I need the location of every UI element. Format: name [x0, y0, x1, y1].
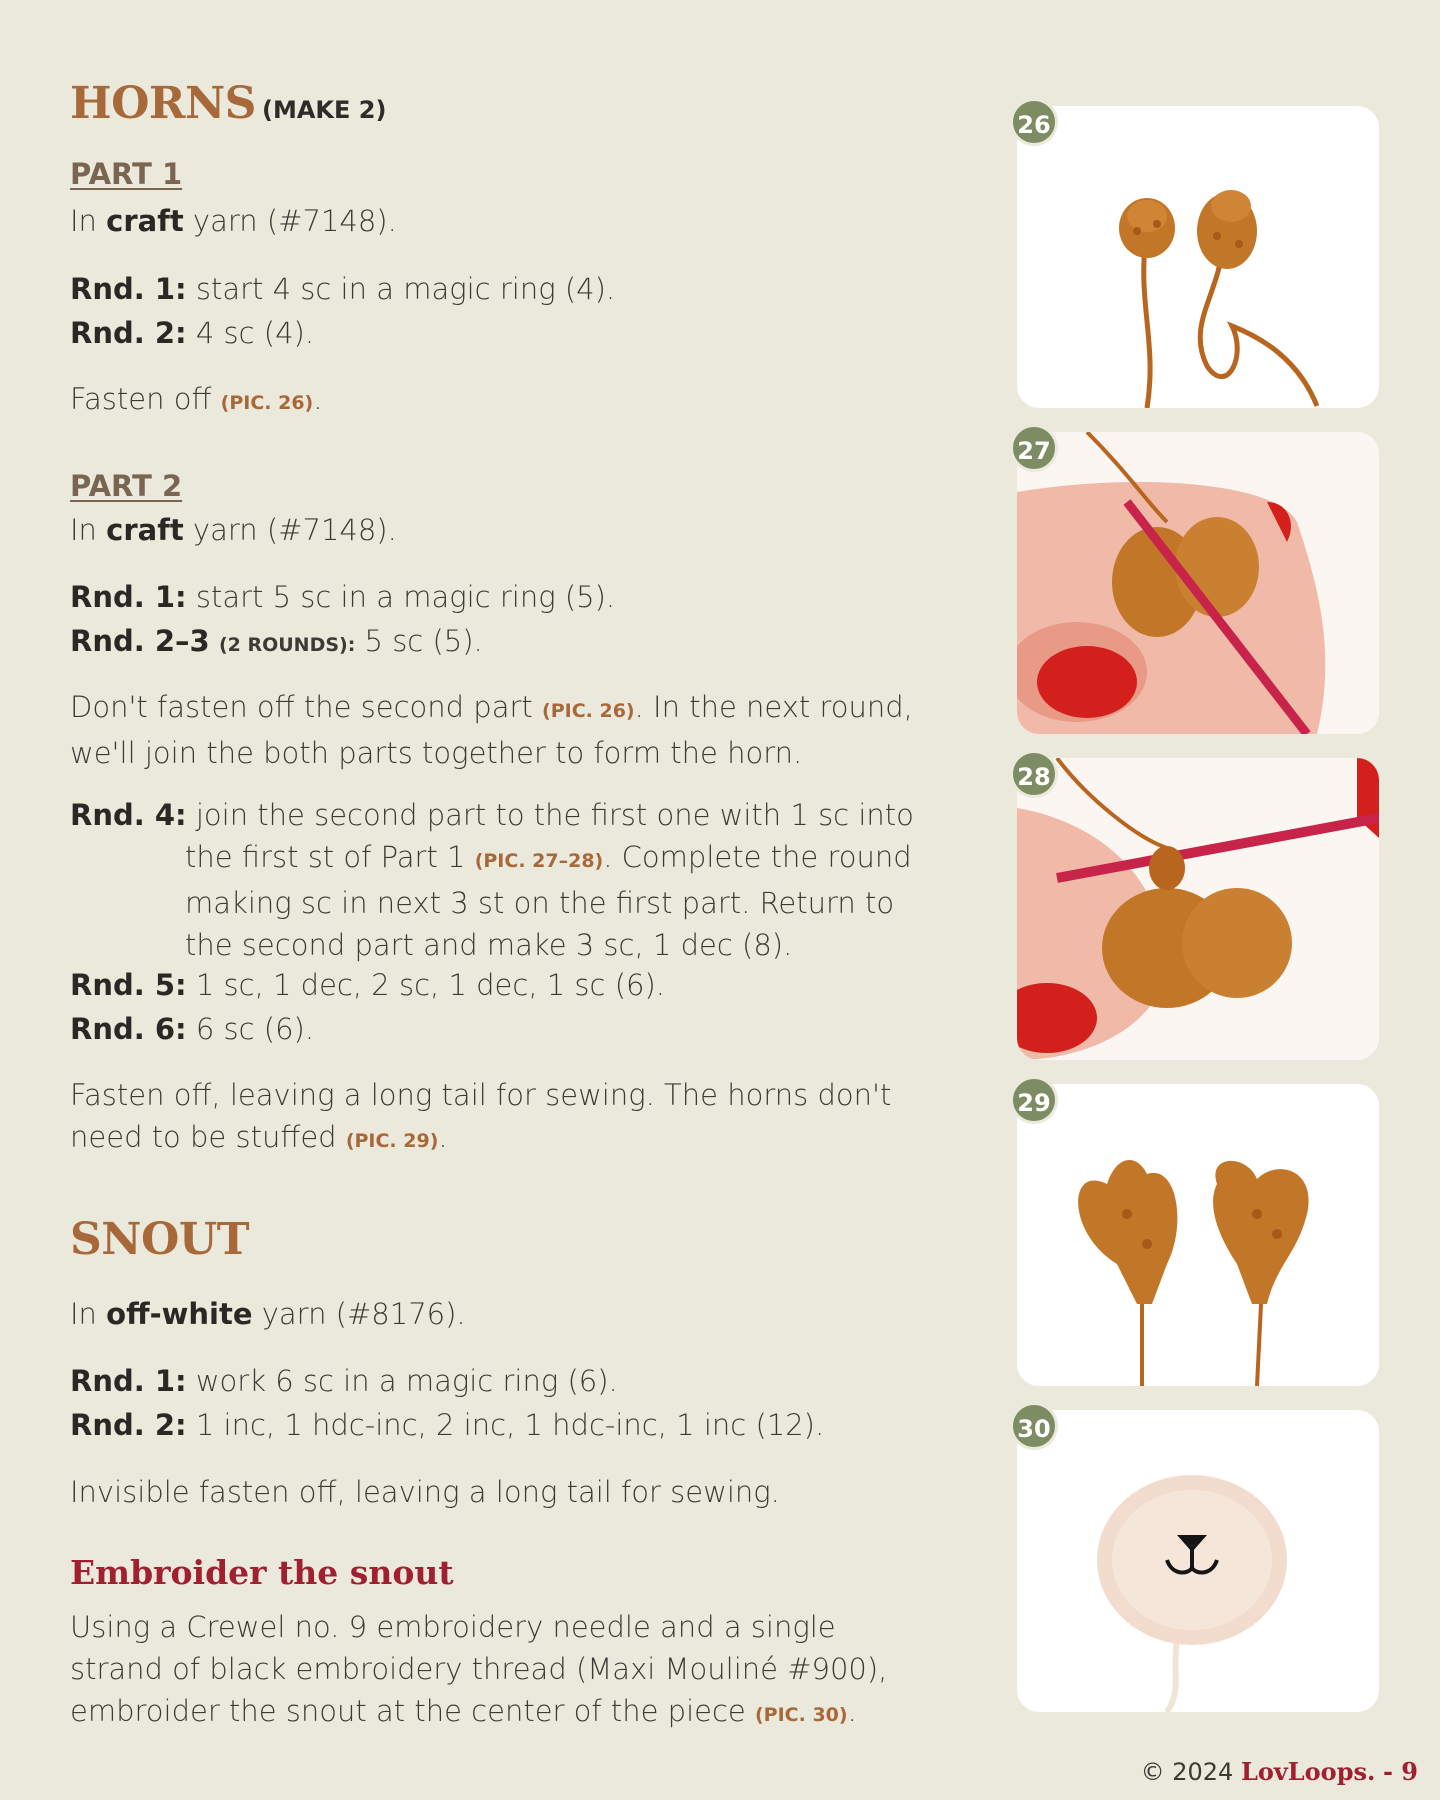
- snout-rnd1: Rnd. 1: work 6 sc in a magic ring (6).: [70, 1364, 618, 1398]
- snout-fasten: Invisible fasten off, leaving a long tail for sewing.: [70, 1475, 780, 1509]
- part1-fasten: Fasten off (PIC. 26).: [70, 382, 323, 416]
- part2-rnd6: Rnd. 6: 6 sc (6).: [70, 1012, 315, 1046]
- photo-26: [1017, 106, 1379, 408]
- embroider-text: Using a Crewel no. 9 embroidery needle and a single strand of black embroidery thread (Maxi Mouliné #900), embroider the snout at the center of the piece (PIC. 30).: [70, 1610, 888, 1728]
- photo-badge-28: 28: [1010, 750, 1058, 798]
- page-footer: [1141, 1757, 1418, 1786]
- photo-27: [1017, 432, 1379, 734]
- photo-badge-29: 29: [1010, 1076, 1058, 1124]
- two-horn-parts-photo: [1017, 106, 1379, 408]
- part2-rnd1: Rnd. 1: start 5 sc in a magic ring (5).: [70, 580, 616, 614]
- horns-heading: [70, 78, 386, 129]
- part2-final: Fasten off, leaving a long tail for sewing. The horns don't need to be stuffed (PIC. 29).: [70, 1078, 892, 1154]
- photo-badge-26: 26: [1010, 98, 1058, 146]
- part1-rnd1: Rnd. 1: start 4 sc in a magic ring (4).: [70, 272, 616, 306]
- photo-30: [1017, 1410, 1379, 1712]
- snout-yarn: In off-white yarn (#8176).: [70, 1297, 466, 1331]
- photo-29: [1017, 1084, 1379, 1386]
- snout-title: SNOUT: [70, 1214, 249, 1265]
- finished-horns-photo: [1017, 1084, 1379, 1386]
- part1-yarn: In craft yarn (#7148).: [70, 204, 397, 238]
- part1-rnd2: Rnd. 2: 4 sc (4).: [70, 316, 315, 350]
- joining-parts-photo: [1017, 432, 1379, 734]
- pic-ref-26: (PIC. 26): [220, 392, 314, 414]
- part2-heading: PART 2: [70, 469, 183, 503]
- pic-ref-26: (PIC. 26): [542, 700, 635, 722]
- photo-badge-30: 30: [1010, 1402, 1058, 1450]
- horns-title: HORNS: [70, 78, 256, 129]
- pic-ref-27-28: (PIC. 27–28): [474, 850, 604, 872]
- photo-badge-27: 27: [1010, 424, 1058, 472]
- part1-heading: PART 1: [70, 157, 183, 191]
- embroidered-snout-photo: [1017, 1410, 1379, 1712]
- part2-rnd5: Rnd. 5: 1 sc, 1 dec, 2 sc, 1 dec, 1 sc (6).: [70, 968, 665, 1002]
- part2-rnd23: Rnd. 2–3 (2 ROUNDS): 5 sc (5).: [70, 624, 483, 658]
- part2-dont-fasten: Don't fasten off the second part (PIC. 26). In the next round, we'll join the both parts together to form the horn.: [70, 690, 913, 770]
- brand-logo: LovLoops.: [1240, 1757, 1376, 1786]
- embroider-title: Embroider the snout: [70, 1553, 454, 1592]
- horns-quantity: (MAKE 2): [261, 96, 387, 124]
- pic-ref-29: (PIC. 29): [345, 1130, 439, 1152]
- part2-rnd4: Rnd. 4: join the second part to the first one with 1 sc into the first st of Part 1 (PIC. 27–28). Complete the round making sc in next 3 st on the first part. Return to the second part and make 3 sc, 1 dec (8).: [70, 798, 914, 962]
- page-number: - 9: [1382, 1757, 1418, 1786]
- photo-28: [1017, 758, 1379, 1060]
- snout-rnd2: Rnd. 2: 1 inc, 1 hdc-inc, 2 inc, 1 hdc-inc, 1 inc (12).: [70, 1408, 825, 1442]
- pic-ref-30: (PIC. 30): [754, 1704, 848, 1726]
- part2-yarn: In craft yarn (#7148).: [70, 513, 397, 547]
- copyright: © 2024: [1140, 1758, 1234, 1786]
- crochet-round-photo: [1017, 758, 1379, 1060]
